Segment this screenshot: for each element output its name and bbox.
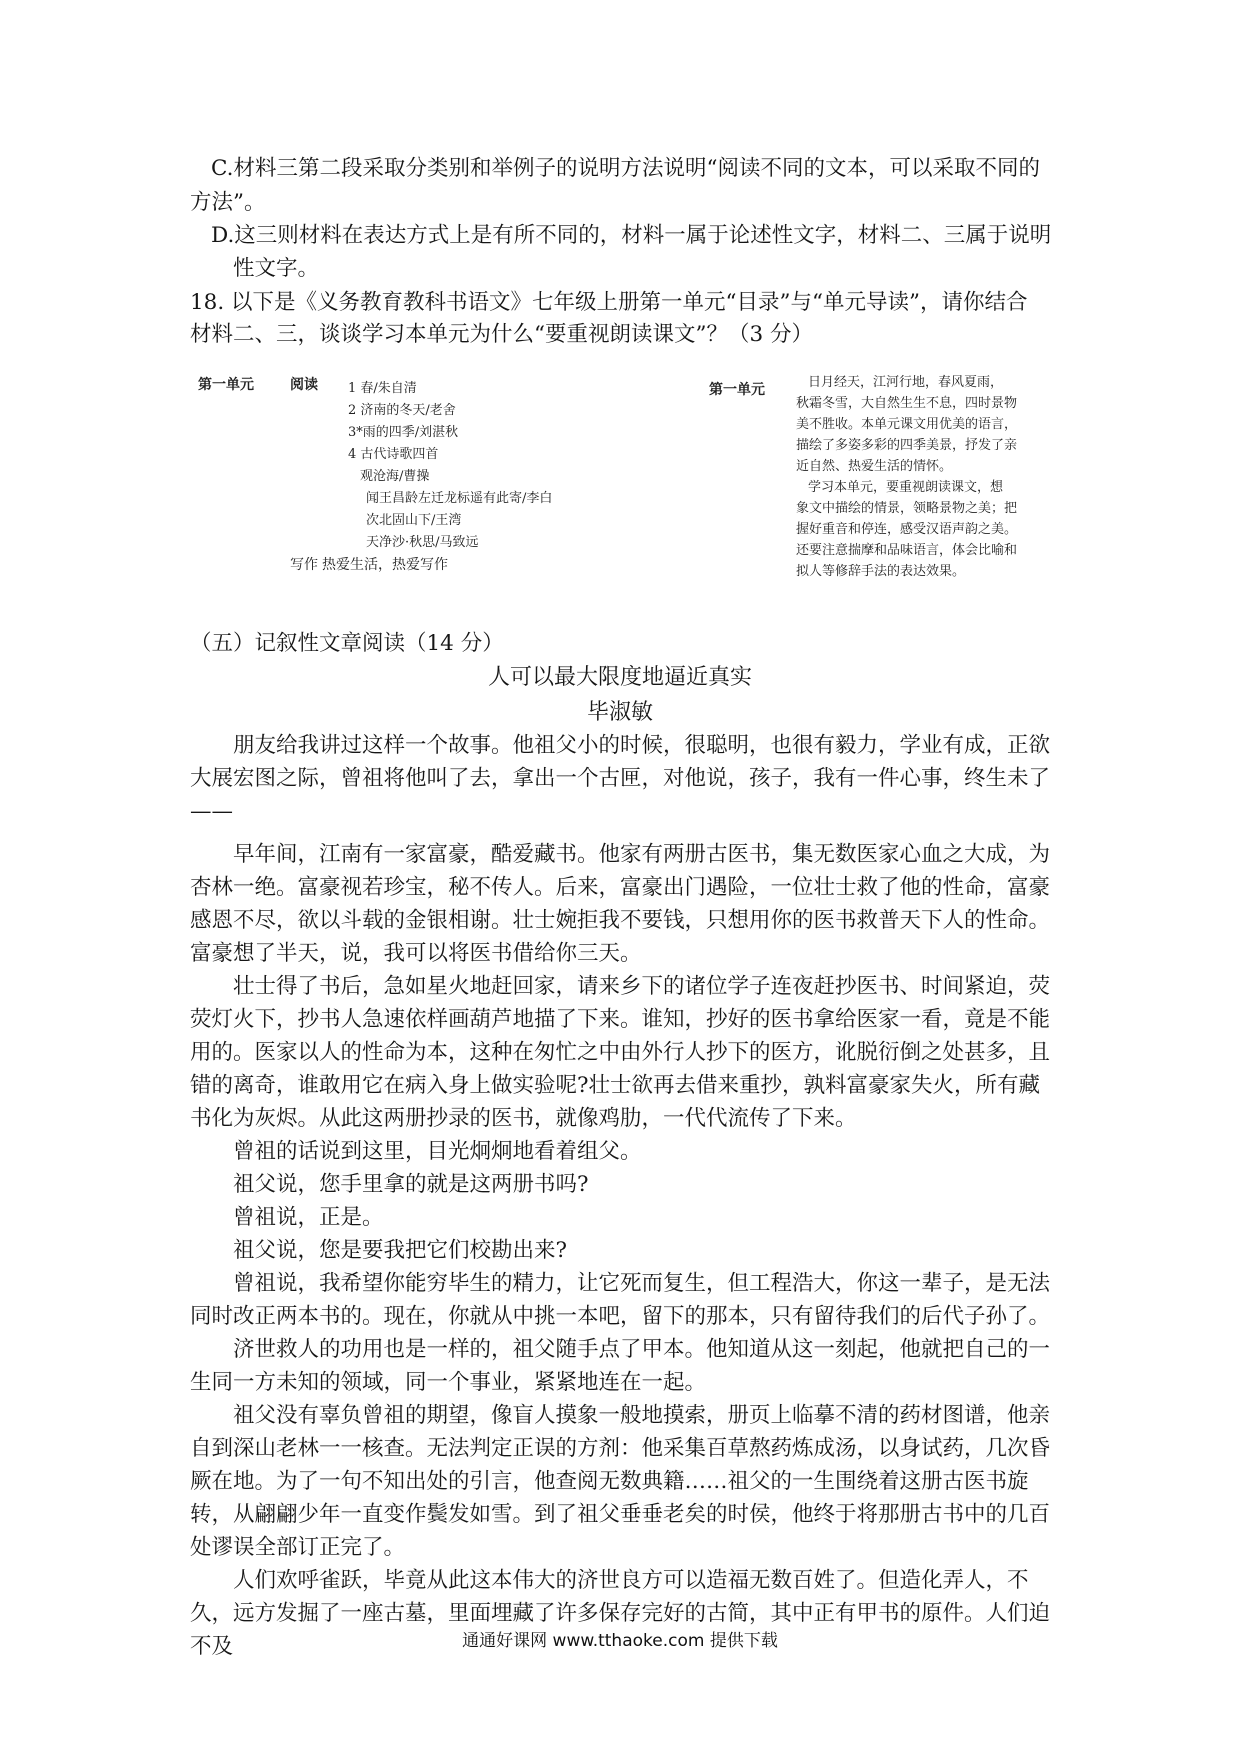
article-paragraph: 曾祖说，我希望你能穷毕生的精力，让它死而复生，但工程浩大，你这一辈子，是无法同时改正两本书的。现在，你就从中挑一本吧，留下的那本，只有留待我们的后代子孙了。 — [190, 1271, 1051, 1329]
toc-item: 1 春/朱自清 — [348, 381, 417, 396]
toc-writing-item: 热爱生活，热爱写作 — [322, 557, 448, 573]
article-title: 人可以最大限度地逼近真实 — [487, 665, 752, 690]
article-paragraph: 祖父没有辜负曾祖的期望，像盲人摸象一般地摸索，册页上临摹不清的药材图谱，他亲自到深山老林一一核查。无法判定正误的方剂：他采集百草熬药炼成汤，以身试药，几次昏厥在地。为了一句不知出处的引言，他查阅无数典籍……祖父的一生围绕着这册古医书旋转，从翩翩少年一直变作鬓发如雪。到了祖父垂垂老矣的时侯，他终于将那册古书中的几百处谬误全部订正完了。 — [190, 1403, 1051, 1560]
question-18-line1: 18. 以下是《义务教育教科书语文》七年级上册第一单元“目录”与“单元导读”，请你结合 — [190, 290, 1028, 315]
unit-intro-line: 秋霜冬雪，大自然生生不息，四时景物 — [796, 396, 1018, 411]
toc-item: 观沧海/曹操 — [360, 469, 430, 484]
toc-unit-label: 第一单元 — [198, 377, 254, 393]
toc-reading-label: 阅读 — [290, 377, 318, 393]
footer-source: 通通好课网 www.tthaoke.com 提供下载 — [462, 1631, 778, 1651]
toc-item: 3*雨的四季/刘湛秋 — [348, 425, 459, 440]
section-5-heading: （五）记叙性文章阅读（14 分） — [190, 631, 504, 656]
unit-intro-line: 握好重音和停连，感受汉语声韵之美。 — [796, 522, 1018, 537]
unit-intro-title: 第一单元 — [709, 382, 765, 398]
article-author: 毕淑敏 — [586, 700, 653, 725]
article-paragraph: 曾祖说，正是。 — [233, 1205, 384, 1230]
article-body — [190, 729, 1060, 1663]
article-paragraph: 济世救人的功用也是一样的，祖父随手点了甲本。他知道从这一刻起，他就把自己的一生同一方未知的领域，同一个事业，紧紧地连在一起。 — [190, 1337, 1051, 1395]
unit-intro-line: 近自然、热爱生活的情怀。 — [796, 459, 953, 474]
article-paragraph: 祖父说，您是要我把它们校勘出来? — [233, 1238, 568, 1263]
article-paragraph: 朋友给我讲过这样一个故事。他祖父小的时候，很聪明，也很有毅力，学业有成，正欲大展宏图之际，曾祖将他叫了去，拿出一个古匣，对他说，孩子，我有一件心事，终生未了—— — [190, 733, 1051, 824]
toc-item: 2 济南的冬天/老舍 — [348, 403, 456, 418]
article-paragraph: 曾祖的话说到这里，目光炯炯地看着组父。 — [233, 1139, 642, 1164]
toc-item: 天净沙·秋思/马致远 — [366, 535, 479, 550]
option-c-line2: 方法”。 — [190, 190, 266, 215]
unit-intro-line: 拟人等修辞手法的表达效果。 — [796, 564, 966, 579]
article-paragraph: 人们欢呼雀跃，毕竟从此这本伟大的济世良方可以造福无数百姓了。但造化弄人，不久，远方发掘了一座古墓，里面埋藏了许多保存完好的古简，其中正有甲书的原件。人们迫不及 — [190, 1568, 1051, 1659]
toc-item: 4 古代诗歌四首 — [348, 447, 439, 462]
toc-item: 次北固山下/王湾 — [366, 513, 462, 528]
option-d-line2: 性文字。 — [233, 256, 320, 281]
toc-item: 闻王昌龄左迁龙标遥有此寄/李白 — [366, 491, 553, 506]
unit-intro-text — [796, 372, 1036, 582]
article-paragraph: 早年间，江南有一家富豪，酷爱藏书。他家有两册古医书，集无数医家心血之大成，为杏林一绝。富豪视若珍宝，秘不传人。后来，富豪出门遇险，一位壮士救了他的性命，富豪感恩不尽，欲以斗载的金银相谢。壮士婉拒我不要钱，只想用你的医书救普天下人的性命。富豪想了半天，说，我可以将医书借给你三天。 — [190, 842, 1051, 966]
unit-intro-line: 象文中描绘的情景，领略景物之美；把 — [796, 501, 1018, 516]
unit-intro-line: 学习本单元，要重视朗读课文，想 — [808, 480, 1004, 495]
option-c-line1: C.材料三第二段采取分类别和举例子的说明方法说明“阅读不同的文本，可以采取不同的 — [211, 156, 1041, 181]
question-18-line2: 材料二、三，谈谈学习本单元为什么“要重视朗读课文”？（3 分） — [190, 322, 813, 347]
unit-intro-line: 描绘了多姿多彩的四季美景，抒发了亲 — [796, 438, 1018, 453]
toc-writing-label: 写作 — [290, 557, 318, 573]
article-paragraph: 壮士得了书后，急如星火地赶回家，请来乡下的诸位学子连夜赶抄医书、时间紧迫，荧荧灯火下，抄书人急速依样画葫芦地描了下来。谁知，抄好的医书拿给医家一看，竟是不能用的。医家以人的性命为本，这种在匆忙之中由外行人抄下的医方，讹脱衍倒之处甚多，且错的离奇，谁敢用它在病入身上做实验呢?壮士欲再去借来重抄，孰料富豪家失火，所有藏书化为灰烬。从此这两册抄录的医书，就像鸡肋，一代代流传了下来。 — [190, 974, 1051, 1131]
option-d-line1: D.这三则材料在表达方式上是有所不同的，材料一属于论述性文字，材料二、三属于说明 — [211, 223, 1052, 248]
unit-intro-line: 日月经天，江河行地，春风夏雨， — [808, 375, 1004, 390]
article-paragraph: 祖父说，您手里拿的就是这两册书吗? — [233, 1172, 589, 1197]
unit-intro-line: 美不胜收。本单元课文用优美的语言， — [796, 417, 1018, 432]
toc-reading-list — [348, 378, 552, 554]
unit-intro-line: 还要注意揣摩和品味语言，体会比喻和 — [796, 543, 1018, 558]
